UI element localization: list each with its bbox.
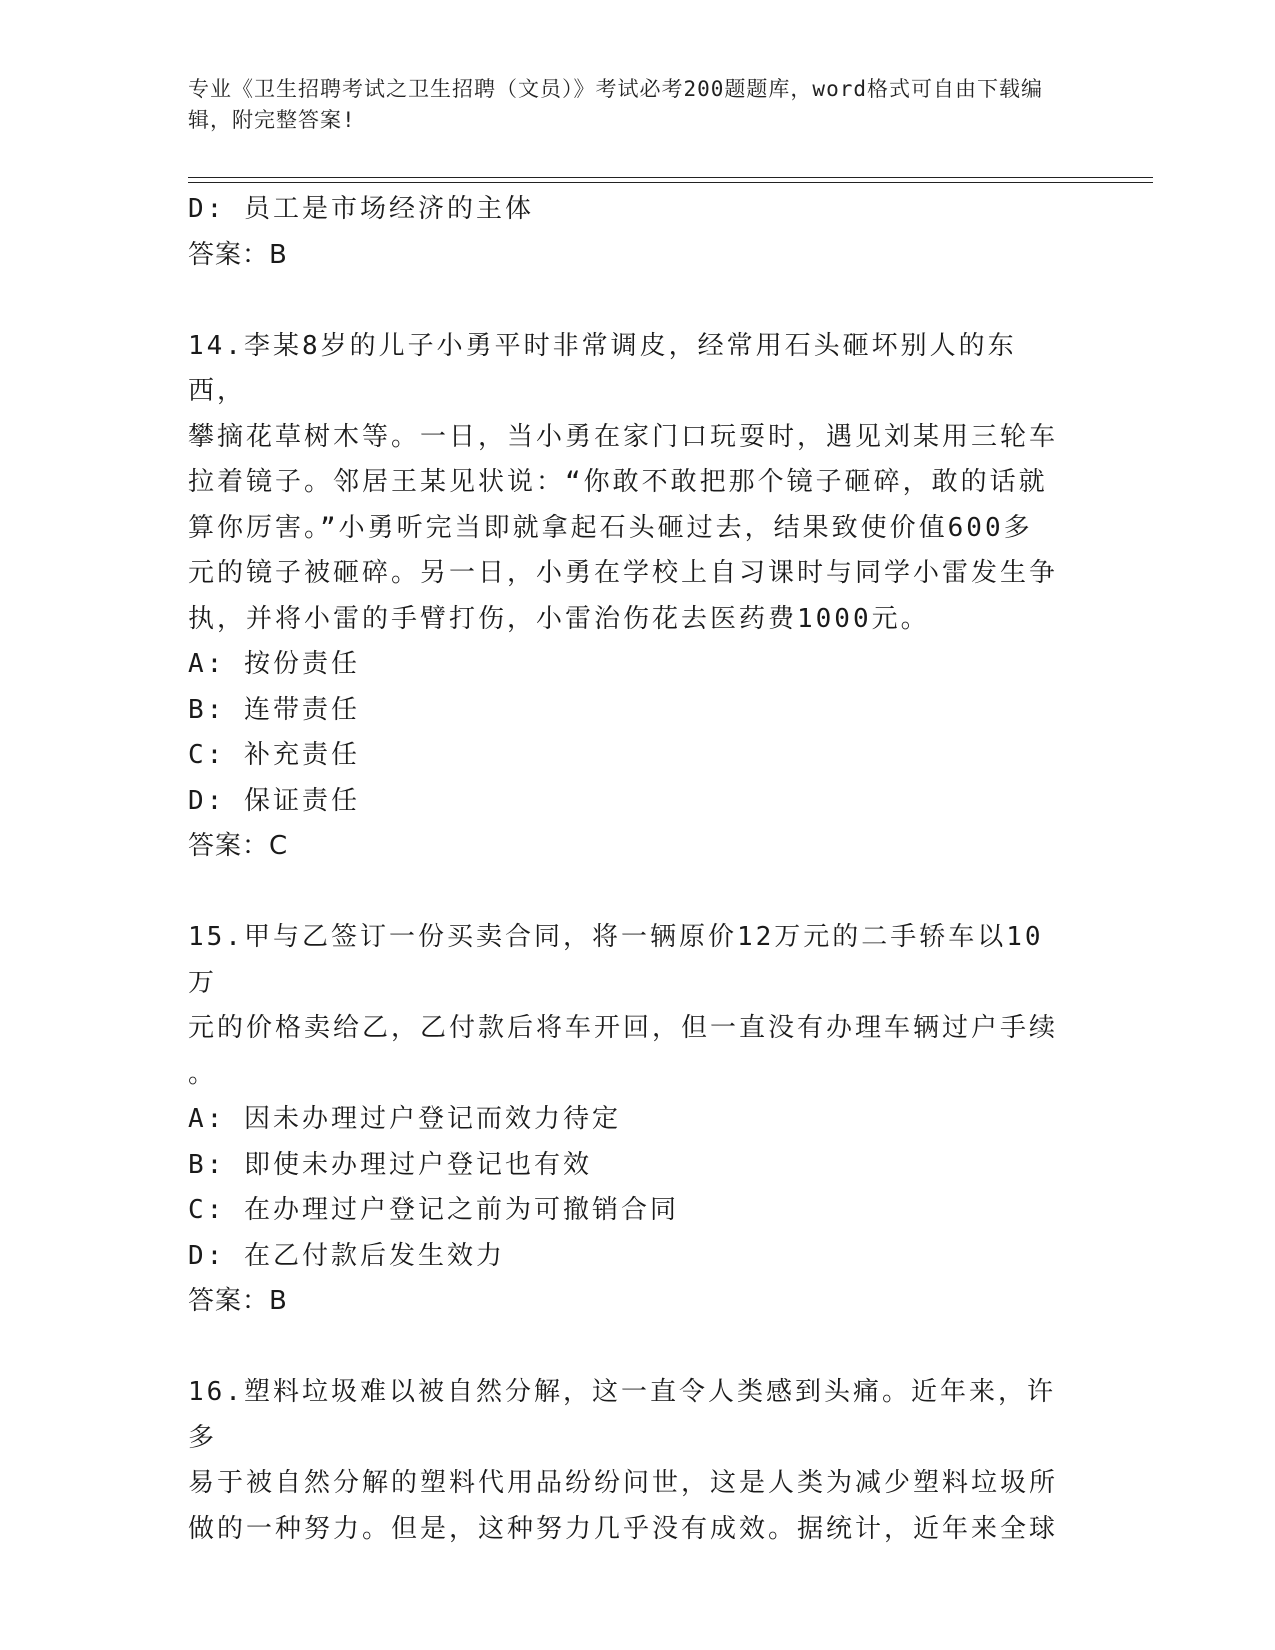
question-stem-line: 执，并将小雷的手臂打伤，小雷治伤花去医药费1000元。 — [188, 603, 930, 634]
question-stem-line: 做的一种努力。但是，这种努力几乎没有成效。据统计，近年来全球 — [188, 1513, 1059, 1544]
question-option: C: 补充责任 — [188, 740, 360, 770]
question-stem-line: 攀摘花草树木等。一日，当小勇在家门口玩耍时，遇见刘某用三轮车 — [188, 421, 1059, 452]
question-stem-line: 拉着镜子。邻居王某见状说：“你敢不敢把那个镜子砸碎，敢的话就 — [188, 467, 1048, 497]
question-stem-line: 16.塑料垃圾难以被自然分解，这一直令人类感到头痛。近年来，许多 — [188, 1377, 1056, 1453]
page-header: 专业《卫生招聘考试之卫生招聘（文员）》考试必考200题题库，word格式可自由下载编辑，附完整答案! — [188, 77, 1043, 132]
question-block — [188, 324, 1068, 870]
question-stem-line: 。 — [188, 1058, 218, 1089]
question-option: B: 连带责任 — [188, 694, 360, 725]
question-block — [188, 1370, 1068, 1552]
header-rule-bottom — [188, 182, 1153, 183]
question-stem-line: 算你厉害。”小勇听完当即就拿起石头砸过去，结果致使价值600多 — [188, 512, 1033, 543]
carryover-answer: 答案：B — [188, 239, 288, 270]
question-option: C: 在办理过户登记之前为可撤销合同 — [188, 1195, 679, 1225]
question-block — [188, 915, 1068, 1325]
question-answer: 答案：C — [188, 831, 289, 861]
question-option: D: 在乙付款后发生效力 — [188, 1240, 505, 1271]
question-list — [188, 278, 1068, 1552]
question-option: A: 按份责任 — [188, 649, 360, 679]
question-stem-line: 14.李某8岁的儿子小勇平时非常调皮，经常用石头砸坏别人的东西， — [188, 330, 1017, 406]
document-body — [188, 187, 1068, 1552]
question-spacer — [188, 278, 1068, 324]
carryover-option-d: D: 员工是市场经济的主体 — [188, 194, 534, 224]
question-answer: 答案：B — [188, 1286, 288, 1316]
question-stem-line: 易于被自然分解的塑料代用品纷纷问世，这是人类为减少塑料垃圾所 — [188, 1468, 1059, 1498]
question-option: D: 保证责任 — [188, 785, 360, 816]
question-option: A: 因未办理过户登记而效力待定 — [188, 1104, 621, 1134]
header-rule-top — [188, 177, 1153, 178]
question-stem-line: 元的价格卖给乙，乙付款后将车开回，但一直没有办理车辆过户手续 — [188, 1013, 1059, 1043]
question-spacer — [188, 1325, 1068, 1371]
question-spacer — [188, 870, 1068, 916]
question-option: B: 即使未办理过户登记也有效 — [188, 1149, 592, 1180]
question-stem-line: 15.甲与乙签订一份买卖合同，将一辆原价12万元的二手轿车以10万 — [188, 922, 1044, 998]
question-stem-line: 元的镜子被砸碎。另一日，小勇在学校上自习课时与同学小雷发生争 — [188, 558, 1059, 588]
